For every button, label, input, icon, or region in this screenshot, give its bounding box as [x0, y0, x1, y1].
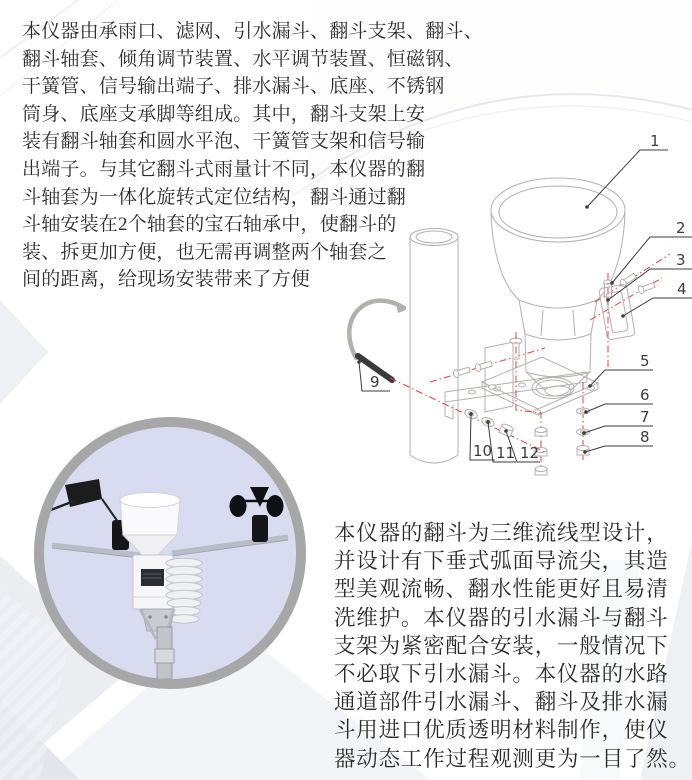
base-plate-drawing	[482, 357, 598, 415]
paragraph-line: 洗维护。本仪器的引水漏斗与翻斗	[334, 605, 669, 630]
wind-vane	[48, 479, 129, 550]
callout-number-5: 5	[640, 352, 650, 370]
callout-number-4: 4	[677, 280, 687, 298]
callout-number-11: 11	[496, 444, 516, 462]
callout-number-6: 6	[640, 386, 650, 404]
paragraph-line: 斗轴套为一体化旋转式定位结构，翻斗通过翻	[22, 186, 407, 208]
paragraph-line: 器动态工作过程观测更为一目了然。	[334, 746, 691, 771]
paragraph-line: 翻斗轴套、倾角调节装置、水平调节装置、恒磁钢、	[22, 48, 464, 70]
paragraph-line: 支架为紧密配合安装，一般情况下	[334, 633, 669, 658]
feature-paragraph	[334, 519, 691, 773]
product-photo	[34, 417, 306, 689]
paragraph-line: 通道部件引水漏斗、翻斗及排水漏	[334, 690, 669, 715]
paragraph-line: 装、拆更加方便，也无需再调整两个轴套之	[22, 241, 387, 263]
callout-number-2: 2	[676, 219, 686, 237]
paragraph-line: 装有翻斗轴套和圆水平泡、干簧管支架和信号输	[22, 131, 426, 153]
paragraph-line: 并设计有下垂式弧面导流尖，其造	[334, 549, 669, 574]
callout-number-8: 8	[640, 428, 650, 446]
intro-paragraph	[22, 18, 483, 294]
anemometer-cups	[230, 487, 284, 542]
paragraph-line: 斗轴安装在2个轴套的宝石轴承中，使翻斗的	[22, 214, 397, 236]
paragraph-line: 不必取下引水漏斗。本仪器的水路	[334, 662, 669, 687]
photo-mounting-pole	[140, 609, 174, 679]
callout-number-7: 7	[640, 408, 650, 426]
callout-number-10: 10	[473, 442, 493, 460]
paragraph-line: 间的距离，给现场安装带来了方便	[22, 269, 311, 291]
rain-collector-funnel	[120, 493, 180, 558]
paragraph-line: 本仪器的翻斗为三维流线型设计，	[334, 521, 669, 545]
callout-number-12: 12	[520, 444, 540, 462]
paragraph-line: 型美观流畅、翻水性能更好且易清	[334, 577, 669, 602]
weather-station-photo	[44, 427, 296, 679]
paragraph-line: 本仪器由承雨口、滤网、引水漏斗、翻斗支架、翻斗、	[22, 21, 483, 42]
callout-number-3: 3	[676, 251, 686, 269]
callout-number-9: 9	[370, 373, 380, 391]
callout-number-1: 1	[650, 132, 660, 150]
paragraph-line: 筒身、底座支承脚等组成。其中，翻斗支架上安	[22, 103, 426, 125]
paragraph-line: 斗用进口优质透明材料制作，使仪	[334, 718, 669, 743]
paragraph-line: 出端子。与其它翻斗式雨量计不同，本仪器的翻	[22, 158, 426, 180]
paragraph-line: 干簧管、信号输出端子、排水漏斗、底座、不锈钢	[22, 76, 445, 98]
